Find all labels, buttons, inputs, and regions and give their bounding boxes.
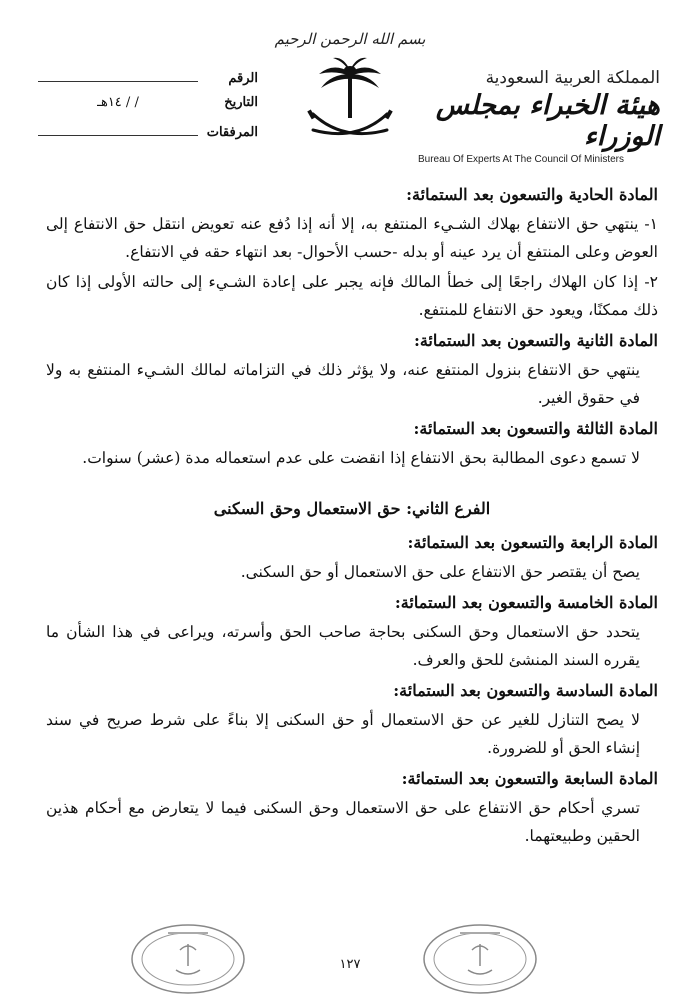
article-paragraph: لا يصح التنازل للغير عن حق الاستعمال أو حق السكنى إلا بناءً على شرط صريح في سند إنشاء الحق أو للضرورة. xyxy=(46,711,640,757)
kingdom-name: المملكة العربية السعودية xyxy=(485,68,660,88)
article-title: المادة السادسة والتسعون بعد الستمائة: xyxy=(393,681,658,700)
number-label: الرقم xyxy=(228,71,258,86)
article-paragraph: تسري أحكام حق الانتفاع على حق الاستعمال وحق السكنى فيما لا يتعارض مع أحكام هذين الحقين وطبيعتهما. xyxy=(46,799,640,845)
number-field xyxy=(38,68,258,95)
date-label: التاريخ xyxy=(224,95,258,110)
article-title: المادة الرابعة والتسعون بعد الستمائة: xyxy=(407,533,658,552)
bureau-name-english: Bureau Of Experts At The Council Of Ministers xyxy=(418,154,625,165)
article-paragraph: ١- ينتهي حق الانتفاع بهلاك الشـيء المنتفع به، إلا أنه إذا دُفع عنه تعويض انتقل حق الانتفاع إلى العوض وعلى المنتفع أن يرد عينه أو بدله -حسب الأحوال- بعد انتهاء حقه في الانتفاع. xyxy=(46,215,658,261)
article-title: المادة الحادية والتسعون بعد الستمائة: xyxy=(406,185,658,204)
page-number: ١٢٧ xyxy=(339,957,361,972)
organization-block xyxy=(410,68,660,165)
bismillah: بسم الله الرحمن الرحيم xyxy=(274,30,426,48)
date-field xyxy=(38,95,258,122)
attachments-field xyxy=(38,122,258,149)
date-value: / / ١٤هـ xyxy=(97,95,139,110)
document-body xyxy=(46,180,658,852)
article-paragraph: يتحدد حق الاستعمال وحق السكنى بحاجة صاحب الحق وأسرته، ويراعى في هذا الشأن ما يقرره السند المنشئ للحق والعرف. xyxy=(46,623,640,669)
number-line xyxy=(38,68,198,82)
branch-title: الفرع الثاني: حق الاستعمال وحق السكنى xyxy=(213,499,491,518)
article-paragraph: ٢- إذا كان الهلاك راجعًا إلى خطأ المالك فإنه يجبر على إعادة الشـيء إلى حالته الأولى إذا كان ذلك ممكنًا، ويعود حق الانتفاع للمنتفع. xyxy=(46,273,658,319)
article-title: المادة الثانية والتسعون بعد الستمائة: xyxy=(413,331,658,350)
article-title: المادة السابعة والتسعون بعد الستمائة: xyxy=(401,769,658,788)
article-paragraph: ينتهي حق الانتفاع بنزول المنتفع عنه، ولا يؤثر ذلك في التزاماته لمالك الشـيء المنتفع به ولا في حقوق الغير. xyxy=(46,361,640,407)
reference-fields xyxy=(38,68,258,149)
saudi-emblem-icon xyxy=(303,52,397,152)
article-title: المادة الثالثة والتسعون بعد الستمائة: xyxy=(413,419,658,438)
attachments-line xyxy=(38,122,198,136)
official-stamp-right-icon xyxy=(420,922,540,996)
article-title: المادة الخامسة والتسعون بعد الستمائة: xyxy=(394,593,658,612)
article-paragraph: يصح أن يقتصر حق الانتفاع على حق الاستعمال أو حق السكنى. xyxy=(240,563,640,581)
official-stamp-left-icon xyxy=(128,922,248,996)
attachments-label: المرفقات xyxy=(206,125,258,140)
bureau-name-arabic: هيئة الخبراء بمجلس الوزراء xyxy=(435,90,660,152)
article-paragraph: لا تسمع دعوى المطالبة بحق الانتفاع إذا انقضت على عدم استعماله مدة (عشر) سنوات. xyxy=(82,449,640,467)
